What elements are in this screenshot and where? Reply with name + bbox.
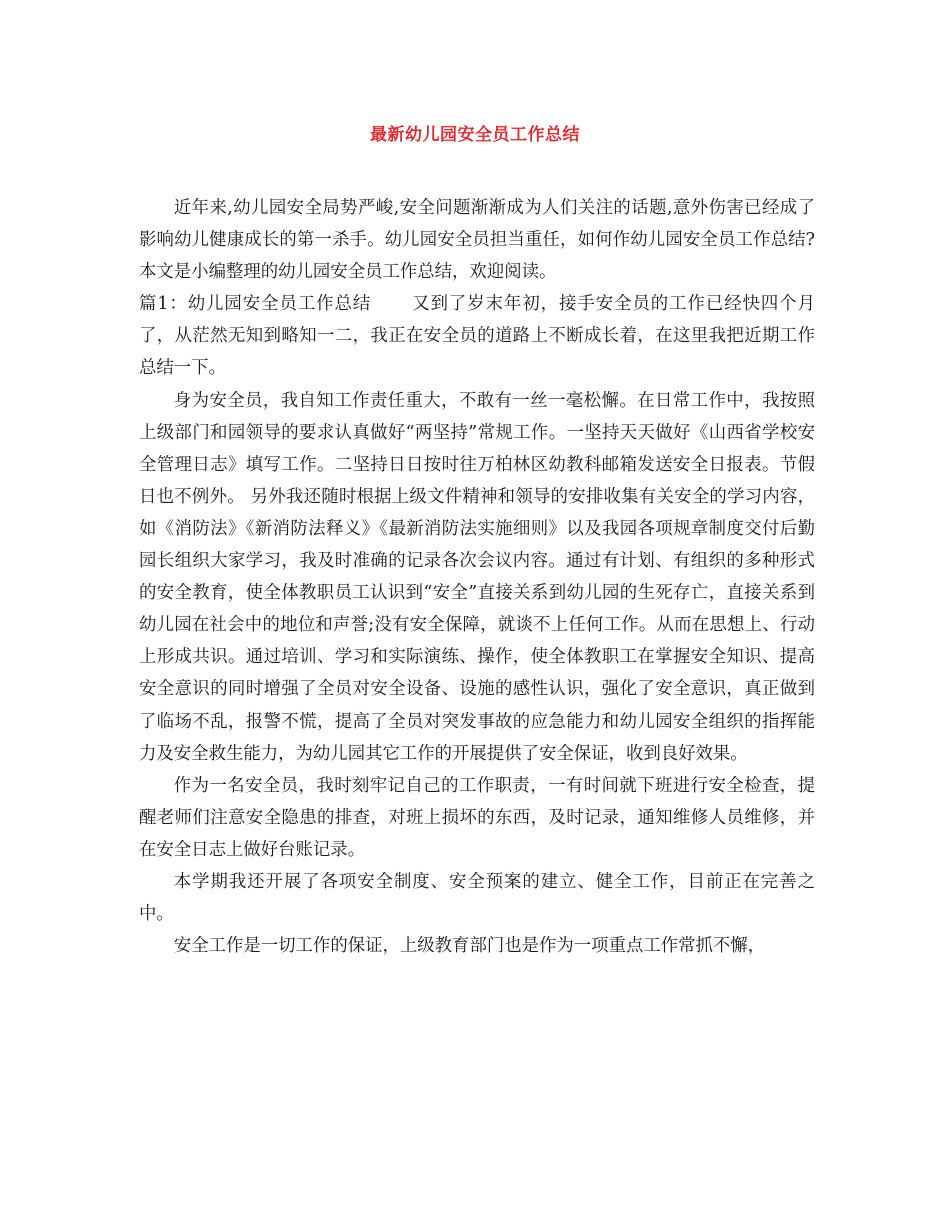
paragraph-systems: 本学期我还开展了各项安全制度、安全预案的建立、健全工作，目前正在完善之中。 <box>139 871 815 925</box>
document-body <box>139 192 815 962</box>
paragraph-section-1 <box>139 288 815 384</box>
document-title: 最新幼儿园安全员工作总结 <box>370 125 580 145</box>
paragraph-inspection: 作为一名安全员，我时刻牢记自己的工作职责，一有时间就下班进行安全检查，提醒老师们注意安全隐患的排查，对班上损坏的东西，及时记录，通知维修人员维修，并在安全日志上做好台账记录。 <box>139 775 815 860</box>
paragraph-importance: 安全工作是一切工作的保证，上级教育部门也是作为一项重点工作常抓不懈， <box>173 936 766 957</box>
section-1-text: 又到了岁末年初，接手安全员的工作已经快四个月了，从茫然无知到略知一二，我正在安全员的道路上不断成长着，在这里我把近期工作总结一下。 <box>139 294 815 379</box>
paragraph-intro: 近年来,幼儿园安全局势严峻,安全问题渐渐成为人们关注的话题,意外伤害已经成了影响幼儿健康成长的第一杀手。幼儿园安全员担当重任，如何作幼儿园安全员工作总结?本文是小编整理的幼儿园安全员工作总结，欢迎阅读。 <box>139 198 815 283</box>
section-heading: 篇1：幼儿园安全员工作总结 <box>139 294 372 315</box>
paragraph-duties: 身为安全员，我自知工作责任重大，不敢有一丝一毫松懈。在日常工作中，我按照上级部门和园领导的要求认真做好“两坚持”常规工作。一坚持天天做好《山西省学校安全管理日志》填写工作。二坚持日日按时往万柏林区幼教科邮箱发送安全日报表。节假日也不例外。 另外我还随时根据上级文件精神和领导的安排收集有关安全的学习内容，如《消防法》《新消防法释义》《最新消防法实施细则》以及我园各项规章制度交付后勤园长组织大家学习，我及时准确的记录各次会议内容。通过有计划、有组织的多种形式的安全教育，使全体教职员工认识到“安全”直接关系到幼儿园的生死存亡，直接关系到幼儿园在社会中的地位和声誉;没有安全保障，就谈不上任何工作。从而在思想上、行动上形成共识。通过培训、学习和实际演练、操作，使全体教职工在掌握安全知识、提高安全意识的同时增强了全员对安全设备、设施的感性认识，强化了安全意识，真正做到了临场不乱，报警不慌，提高了全员对突发事故的应急能力和幼儿园安全组织的指挥能力及安全救生能力，为幼儿园其它工作的开展提供了安全保证，收到良好效果。 <box>139 390 815 764</box>
